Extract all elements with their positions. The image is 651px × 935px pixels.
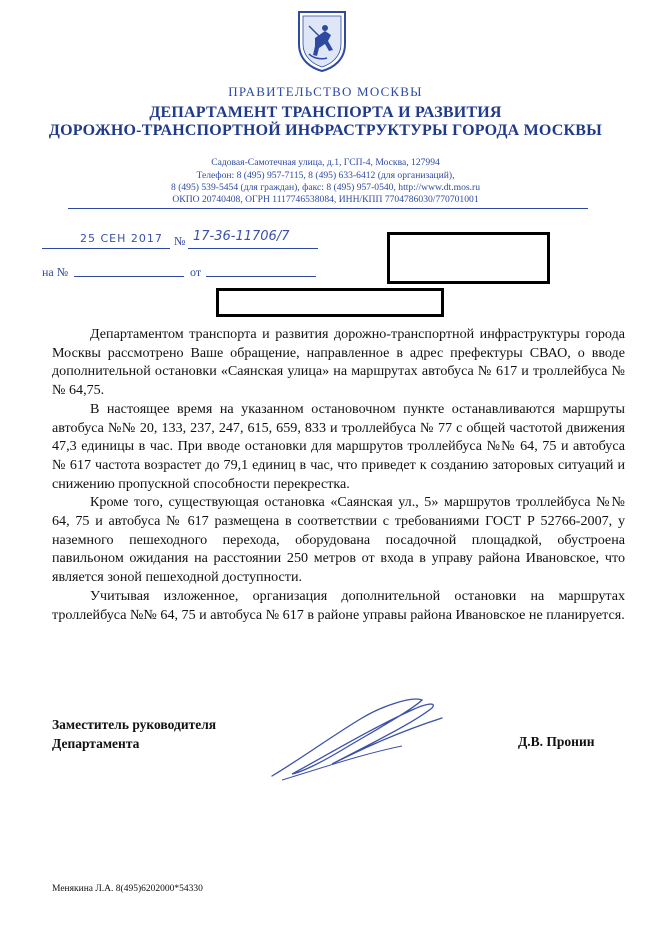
number-label: № [174,234,186,248]
redacted-salutation-block [216,288,444,317]
handwritten-signature [262,688,452,788]
signatory-position-line2: Департамента [52,736,140,751]
redacted-addressee-block [387,232,550,284]
registration-date: 25 СЕН 2017 [80,232,163,245]
body-paragraph-3: Кроме того, существующая остановка «Саянская ул., 5» маршрутов троллейбуса №№ 64, 75 и автобуса № 617 размещена в соответствии с требованиями ГОСТ Р 52766-2007, у наземного пешеходного перехода, оборудована посадочной площадкой, обустроена павильоном ожидания на расстоянии 250 метров от входа в управу района Ивановское, что является зоной пешеходной доступности. [52,494,625,586]
department-name-line1: ДЕПАРТАМЕНТ ТРАНСПОРТА И РАЗВИТИЯ [149,104,502,121]
registration-number: 17-36-11706/7 [193,229,290,244]
reference-from-label: от [190,265,202,279]
body-paragraph-2: В настоящее время на указанном остановочном пункте останавливаются маршруты автобуса №№ 20, 133, 237, 247, 615, 659, 833 и троллейбуса № 77 с общей частотой движения 47,3 единицы в час. При вводе остановки для маршрутов троллейбуса №№ 64, 75 и автобуса № 617 частота возрастет до 79,1 единиц в час, что приведет к созданию заторовых ситуаций и снижению пропускной способности перекрестка. [52,400,625,492]
letterhead-divider [68,208,588,209]
letter-body [52,325,625,624]
signatory-name: Д.В. Пронин [518,734,595,749]
reference-label: на № [42,265,69,279]
body-paragraph-1: Департаментом транспорта и развития дорожно-транспортной инфраструктуры города Москвы рассмотрено Ваше обращение, направленное в адрес префектуры СВАО, о вводе дополнительной остановки «Саянская улица» на маршрутах автобуса № 617 и троллейбуса №№ 64,75. [52,326,625,399]
department-codes: ОКПО 20740408, ОГРН 1117746538084, ИНН/КПП 7704786030/770701001 [172,194,479,205]
body-paragraph-4: Учитывая изложенное, организация дополнительной остановки на маршрутах троллейбуса №№ 64, 75 и автобуса № 617 в районе управы района Ивановское не планируется. [52,587,625,623]
department-address: Садовая-Самотечная улица, д.1, ГСП-4, Москва, 127994 [211,157,440,168]
government-name: ПРАВИТЕЛЬСТВО МОСКВЫ [228,84,423,99]
department-phones-1: Телефон: 8 (495) 957-7115, 8 (495) 633-6412 (для организаций), [196,170,455,181]
reference-date-field [206,262,316,277]
executor-contact: Менякина Л.А. 8(495)6202000*54330 [52,884,203,894]
signatory-position [52,715,216,753]
department-phones-2: 8 (495) 539-5454 (для граждан), факс: 8 (495) 957-0540, http://www.dt.mos.ru [171,182,480,193]
signatory-position-line1: Заместитель руководителя [52,717,217,732]
department-name-line2: ДОРОЖНО-ТРАНСПОРТНОЙ ИНФРАСТРУКТУРЫ ГОРОДА МОСКВЫ [48,122,603,139]
moscow-coat-of-arms-icon [295,8,349,72]
reference-number-field [74,262,184,277]
